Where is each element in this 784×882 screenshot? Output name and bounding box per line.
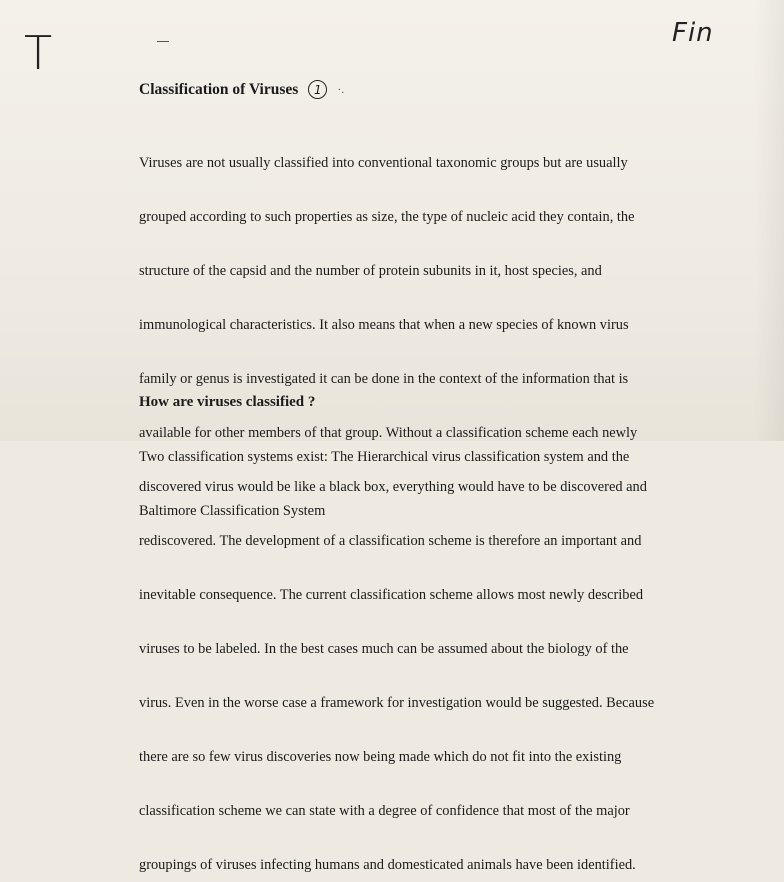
stray-dots: ·. bbox=[337, 82, 345, 96]
title-row bbox=[139, 80, 344, 99]
paragraph-line: discovered virus would be like a black box, everything would have to be discovered and bbox=[139, 479, 647, 495]
paragraph-2 bbox=[139, 412, 739, 556]
paragraph-line: there are so few virus discoveries now being made which do not fit into the existing bbox=[139, 749, 622, 765]
paragraph-line: Baltimore Classification System bbox=[139, 503, 326, 519]
paragraph-line: immunological characteristics. It also means that when a new species of known virus bbox=[139, 317, 629, 333]
paragraph-line: groupings of viruses infecting humans and domesticated animals have been identified. bbox=[139, 857, 636, 873]
section-subheading: How are viruses classified ? bbox=[139, 394, 316, 410]
paragraph-line: grouped according to such properties as size, the type of nucleic acid they contain, the bbox=[139, 209, 635, 225]
stray-pen-mark bbox=[157, 41, 169, 42]
handwritten-t-mark: T bbox=[24, 26, 53, 80]
paragraph-line: rediscovered. The development of a classification scheme is therefore an important and bbox=[139, 533, 642, 549]
circled-number-mark: 1 bbox=[308, 80, 327, 99]
paragraph-line: inevitable consequence. The current classification scheme allows most newly described bbox=[139, 587, 644, 603]
paragraph-line: viruses to be labeled. In the best cases much can be assumed about the biology of the bbox=[139, 641, 629, 657]
handwritten-fin-mark: Fin bbox=[672, 18, 714, 48]
paragraph-line: family or genus is investigated it can be done in the context of the information that is bbox=[139, 371, 629, 387]
paragraph-line: virus. Even in the worse case a framework for investigation would be suggested. Because bbox=[139, 695, 655, 711]
paragraph-line: structure of the capsid and the number of protein subunits in it, host species, and bbox=[139, 263, 602, 279]
paragraph-line: Viruses are not usually classified into conventional taxonomic groups but are usually bbox=[139, 155, 628, 171]
page-edge-shadow bbox=[754, 0, 784, 441]
paragraph-line: Two classification systems exist: The Hierarchical virus classification system and the bbox=[139, 449, 630, 465]
paragraph-line: available for other members of that group. Without a classification scheme each newly bbox=[139, 425, 638, 441]
paragraph-line: classification scheme we can state with a degree of confidence that most of the major bbox=[139, 803, 630, 819]
document-title: Classification of Viruses bbox=[139, 80, 299, 98]
